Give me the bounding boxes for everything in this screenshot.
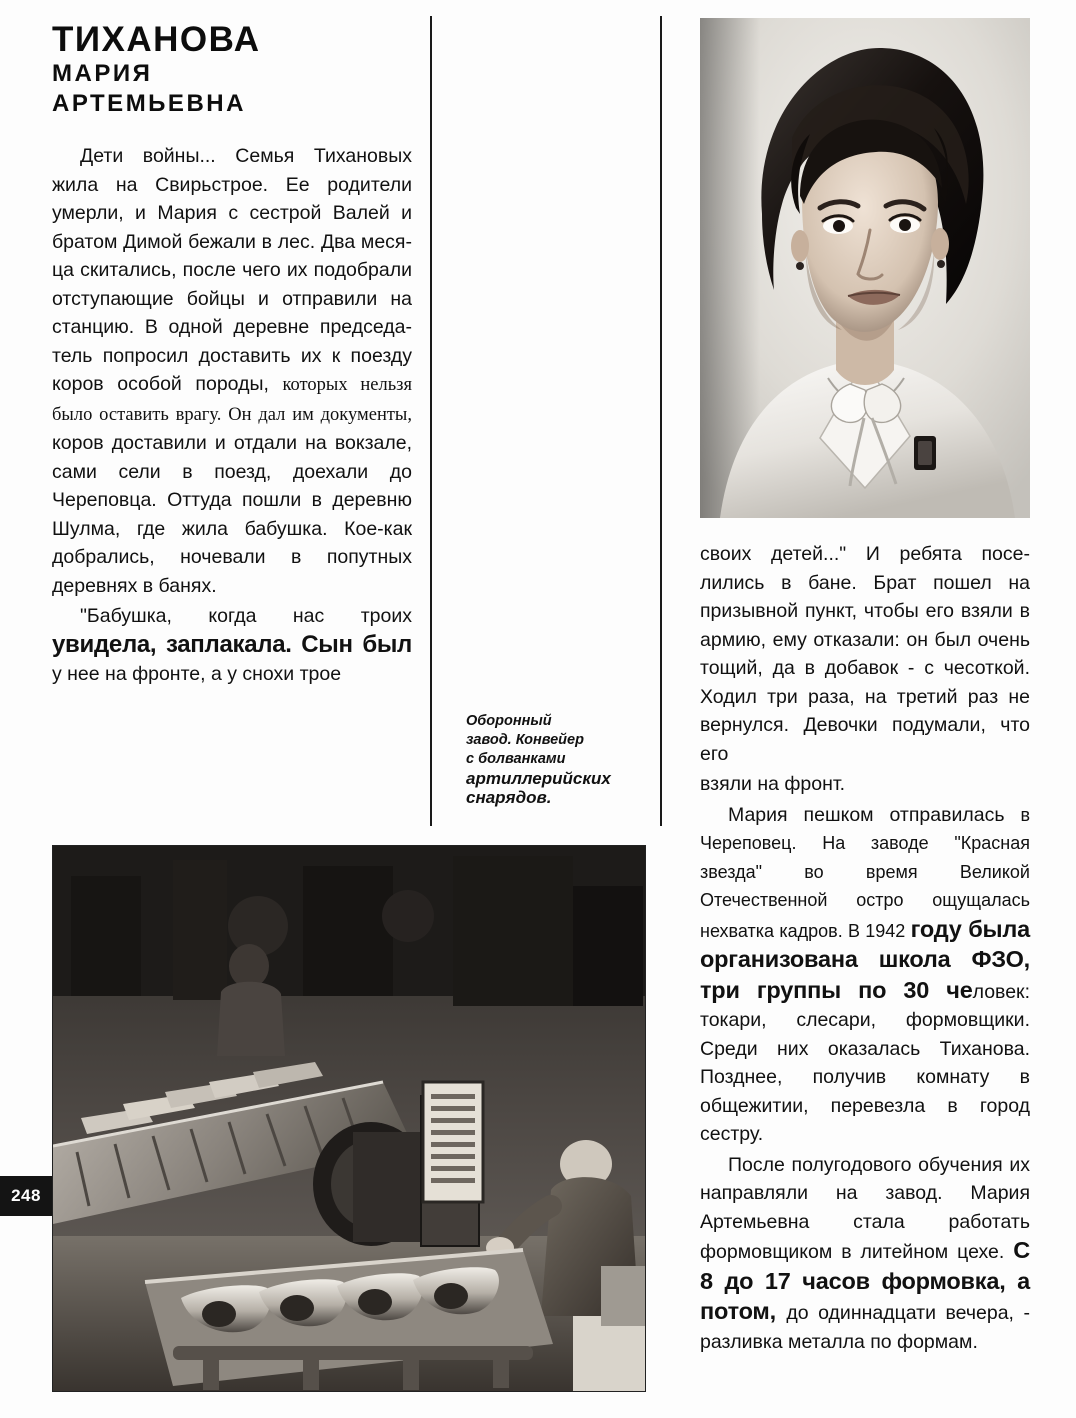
factory-photo-graphic bbox=[53, 846, 645, 1391]
paragraph-2-run-2: увидела, заплакала. Сын был bbox=[52, 630, 412, 658]
right-paragraph-1-run-1: своих детей..." И ребята поселились в бане. Брат пошел на призывной пункт, чтобы его взяли в армию, ему отказали: он был очень тощий, да в добавок - с чесоткой. Ходил три раза, на третий раз не вернулся. Девочки подумали, что его bbox=[700, 543, 1030, 765]
right-paragraph-3-run-2: С 8 до 17 часов формовка, а потом, bbox=[700, 1237, 1030, 1324]
right-paragraph-1-tail bbox=[700, 770, 1030, 799]
paragraph-1-run-1: Дети войны... Семья Тихановых жила на Свирьстрое. Ее родители умерли, и Мария с сестрой Валей и братом Димой бежали в лес. Два месяца скитались, после чего их подобрали отступающие бойцы и отправили на станцию. В одной деревне председатель попросил доставить их к поезду коров особой породы, bbox=[52, 145, 412, 395]
article-right-column bbox=[700, 540, 1030, 1358]
paragraph-2-run-1: "Бабушка, когда нас троих bbox=[80, 605, 412, 627]
paragraph-2-run-3: у нее на фронте, а у снохи трое bbox=[52, 663, 342, 685]
paragraph-1-run-3: коров доставили и отдали на вокзале, сами сели в поезд, доехали до Череповца. Оттуда пошли в деревню Шулма, где жила бабушка. Кое-как добрались, ночевали в попутных деревнях в банях. bbox=[52, 432, 412, 597]
column-divider-right bbox=[660, 16, 662, 826]
article-left-column bbox=[52, 142, 412, 691]
paragraph-2 bbox=[52, 602, 412, 689]
portrait-photo-graphic bbox=[700, 18, 1030, 518]
right-paragraph-1 bbox=[700, 540, 1030, 768]
caption-line-4: артиллерийских bbox=[466, 769, 611, 788]
paragraph-1-run-2: которых нельзя было оставить врагу. Он дал им документы, bbox=[52, 375, 412, 425]
right-paragraph-2-run-4: ловек: токари, слесари, формовщики. Среди них оказалась Тиханова. Позднее, получив комнату в общежитии, перевезла в город сестру. bbox=[700, 980, 1030, 1145]
caption-line-1: Оборонный bbox=[466, 713, 552, 729]
portrait-photo bbox=[700, 18, 1030, 518]
caption-line-5: снарядов. bbox=[466, 788, 552, 807]
right-paragraph-2-run-1: Мария пешком отправилась bbox=[728, 803, 1021, 826]
column-divider-left bbox=[430, 16, 432, 826]
right-paragraph-2 bbox=[700, 801, 1030, 1149]
title-patronymic: АРТЕМЬЕВНА bbox=[52, 89, 246, 117]
factory-photo bbox=[52, 845, 646, 1392]
figure-caption bbox=[466, 712, 646, 807]
paragraph-1 bbox=[52, 142, 412, 600]
page-number: 248 bbox=[0, 1176, 52, 1216]
right-paragraph-3 bbox=[700, 1151, 1030, 1357]
caption-line-3: с болванками bbox=[466, 751, 566, 767]
title-firstname: МАРИЯ bbox=[52, 59, 153, 87]
right-paragraph-3-run-3: до одиннадцати вечера, - разливка металла по формам. bbox=[700, 1302, 1031, 1353]
title-surname: ТИХАНОВА bbox=[52, 20, 261, 59]
right-paragraph-3-run-1: После полугодового обучения их направляли на завод. Мария Артемьевна стала работать формовщиком в литейном цехе. bbox=[700, 1153, 1030, 1263]
right-paragraph-2-run-3: году была организована школа ФЗО, три группы по 30 че bbox=[700, 915, 1030, 1003]
caption-line-2: завод. Конвейер bbox=[466, 732, 584, 748]
right-paragraph-2-run-2: в Череповец. На заводе "Красная звезда" во время Великой Отечественной остро ощущалась нехватка кадров. В 1942 bbox=[700, 804, 1030, 941]
right-paragraph-1-run-2: взяли на фронт. bbox=[700, 773, 846, 795]
page-title bbox=[52, 22, 422, 119]
